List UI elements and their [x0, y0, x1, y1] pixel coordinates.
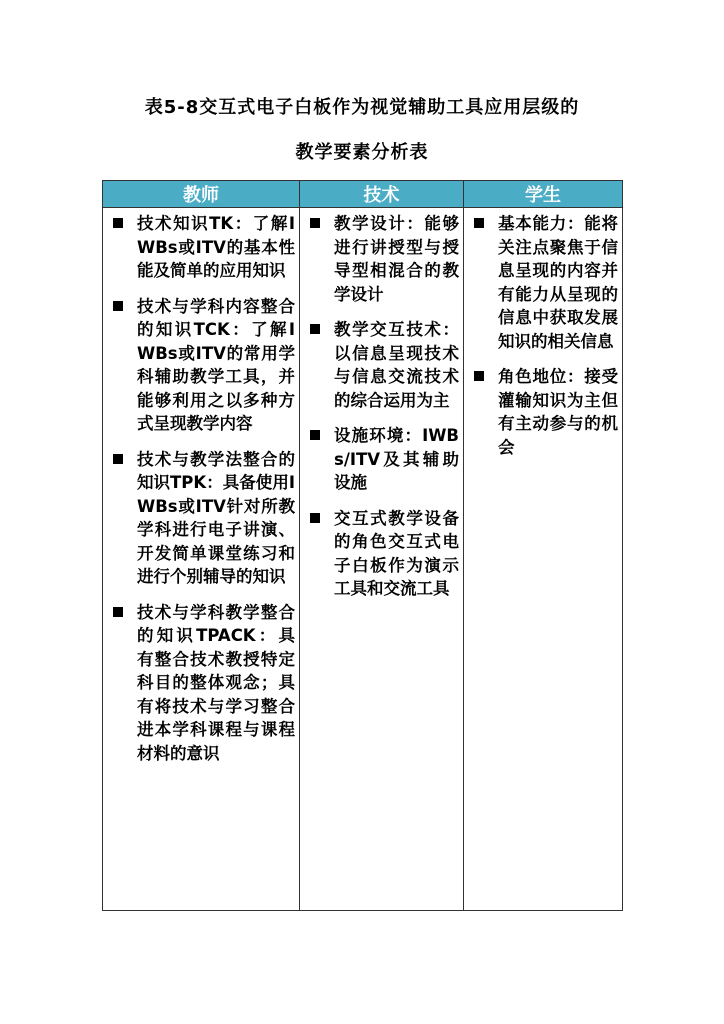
student-list	[468, 212, 618, 459]
square-bullet-icon	[113, 454, 123, 464]
square-bullet-icon	[113, 301, 123, 311]
student-cell	[464, 208, 623, 911]
table-title-line-1: 表5-8交互式电子白板作为视觉辅助工具应用层级的	[144, 97, 580, 118]
teacher-cell	[103, 208, 300, 911]
square-bullet-icon	[474, 218, 484, 228]
technology-item: 交互式教学设备的角色交互式电子白板作为演示工具和交流工具	[304, 507, 459, 601]
header-technology: 技术	[300, 181, 464, 208]
header-teacher: 教师	[103, 181, 300, 208]
header-row	[103, 181, 623, 208]
teacher-item: 技术与教学法整合的知识TPK：具备使用IWBs或ITV针对所教学科进行电子讲演、开发简单课堂练习和进行个别辅导的知识	[107, 448, 295, 589]
square-bullet-icon	[113, 607, 123, 617]
analysis-table	[102, 180, 623, 911]
table-title-line-2: 教学要素分析表	[295, 142, 429, 163]
technology-item: 设施环境：IWBs/ITV及其辅助设施	[304, 424, 459, 495]
teacher-list	[107, 212, 295, 765]
technology-cell	[300, 208, 464, 911]
header-student: 学生	[464, 181, 623, 208]
square-bullet-icon	[310, 218, 320, 228]
teacher-item: 技术与学科内容整合的知识TCK：了解IWBs或ITV的常用学科辅助教学工具，并能够利用之以多种方式呈现教学内容	[107, 295, 295, 436]
technology-item: 教学交互技术：以信息呈现技术与信息交流技术的综合运用为主	[304, 318, 459, 412]
teacher-item: 技术知识TK：了解IWBs或ITV的基本性能及简单的应用知识	[107, 212, 295, 283]
square-bullet-icon	[310, 513, 320, 523]
square-bullet-icon	[310, 324, 320, 334]
student-item: 角色地位：接受灌输知识为主但有主动参与的机会	[468, 365, 618, 459]
square-bullet-icon	[310, 430, 320, 440]
square-bullet-icon	[113, 218, 123, 228]
student-item: 基本能力：能将关注点聚焦于信息呈现的内容并有能力从呈现的信息中获取发展知识的相关信息	[468, 212, 618, 353]
technology-item: 教学设计：能够进行讲授型与授导型相混合的教学设计	[304, 212, 459, 306]
square-bullet-icon	[474, 371, 484, 381]
content-row	[103, 208, 623, 911]
teacher-item: 技术与学科教学整合的知识TPACK：具有整合技术教授特定科目的整体观念；具有将技术与学习整合进本学科课程与课程材料的意识	[107, 601, 295, 766]
technology-list	[304, 212, 459, 601]
